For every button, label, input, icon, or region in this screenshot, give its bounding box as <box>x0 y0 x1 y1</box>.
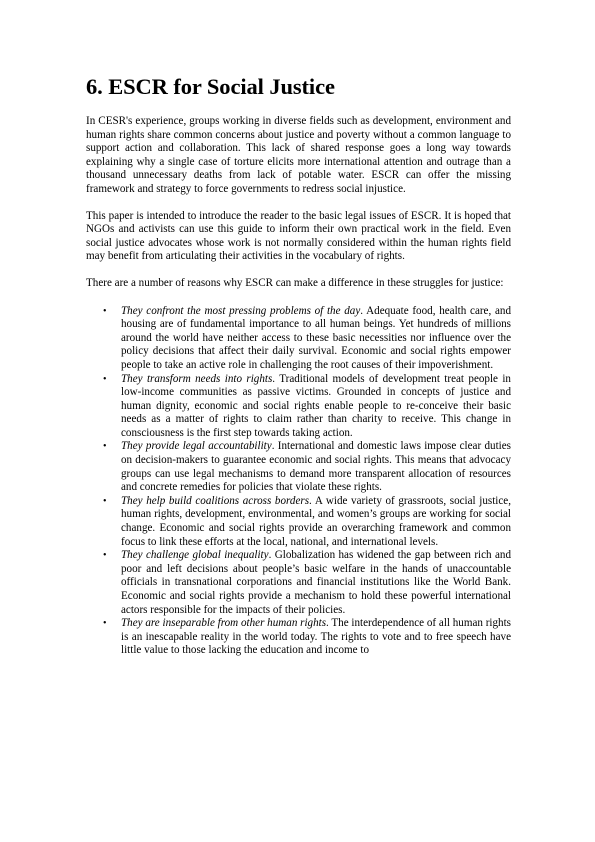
list-item-lead: They are inseparable from other human rights <box>121 617 327 630</box>
list-item-text: . International and domestic laws impose clear duties on decision-makers to guarantee economic and social rights. This means that advocacy groups can use legal mechanisms to demand more transparent allocation of resources and concrete remedies for policies that violate these rights. <box>121 440 511 494</box>
reasons-intro-paragraph: There are a number of reasons why ESCR can make a difference in these struggles for justice: <box>86 276 504 289</box>
bullet-icon: • <box>103 550 107 562</box>
bullet-icon: • <box>103 305 107 317</box>
reasons-list <box>86 305 511 658</box>
list-item-lead: They help build coalitions across borders <box>121 494 310 507</box>
bullet-icon: • <box>103 618 107 630</box>
bullet-icon: • <box>103 373 107 385</box>
bullet-icon: • <box>103 495 107 507</box>
list-item <box>86 440 511 494</box>
list-item <box>86 495 511 549</box>
list-item <box>86 373 511 441</box>
document-page <box>86 73 511 658</box>
list-item-text: . A wide variety of grassroots, social justice, human rights, development, environmental, and women’s groups are working for social change. Economic and social rights provide an overarching framework and common focus to link these efforts at the local, national, and international levels. <box>121 494 511 548</box>
list-item <box>86 617 511 658</box>
purpose-paragraph: This paper is intended to introduce the reader to the basic legal issues of ESCR. It is hoped that NGOs and activists can use this guide to inform their own practical work in the field. Even social justice advocates whose work is not normally considered within the human rights field may benefit from articulating their activities in the vocabulary of rights. <box>86 209 511 263</box>
bullet-icon: • <box>103 441 107 453</box>
list-item-lead: They challenge global inequality <box>121 549 269 562</box>
list-item-text: . Globalization has widened the gap between rich and poor and left decisions about people’s basic welfare in the hands of unaccountable officials in transnational corporations and financial institutions like the World Bank. Economic and social rights provide a mechanism to hold these powerful international actors responsible for the impacts of their policies. <box>121 549 511 616</box>
list-item <box>86 549 511 617</box>
intro-paragraph: In CESR's experience, groups working in diverse fields such as development, environment and human rights share common concerns about justice and poverty without a common language to support action and collaboration. This lack of shared response goes a long way towards explaining why a single case of torture elicits more international attention and outrage than a thousand unnecessary deaths from lack of potable water. ESCR can offer the missing framework and strategy to force governments to redress social injustice. <box>86 115 511 195</box>
list-item-text: . The interdependence of all human rights is an inescapable reality in the world today. The rights to vote and to free speech have little value to those lacking the education and income to <box>121 617 511 657</box>
list-item-lead: They confront the most pressing problems of the day <box>121 304 361 317</box>
list-item-text: . Traditional models of development treat people in low-income communities as passive victims. Grounded in concepts of justice and human dignity, economic and social rights enable people to re-conceive their basic needs as a matter of rights to claim rather than charity to receive. This change in consciousness is the first step towards taking action. <box>121 372 511 439</box>
list-item-lead: They provide legal accountability <box>121 440 272 453</box>
list-item-lead: They transform needs into rights <box>121 372 273 385</box>
list-item-text: . Adequate food, health care, and housing are of fundamental importance to all human beings. Yet hundreds of millions around the world have neither access to these basic necessities nor influence over the policy decisions that affect their daily survival. Economic and social rights empower people to take an active role in challenging the root causes of their impoverishment. <box>121 304 511 371</box>
list-item <box>86 305 511 373</box>
section-heading: 6. ESCR for Social Justice <box>86 74 335 99</box>
